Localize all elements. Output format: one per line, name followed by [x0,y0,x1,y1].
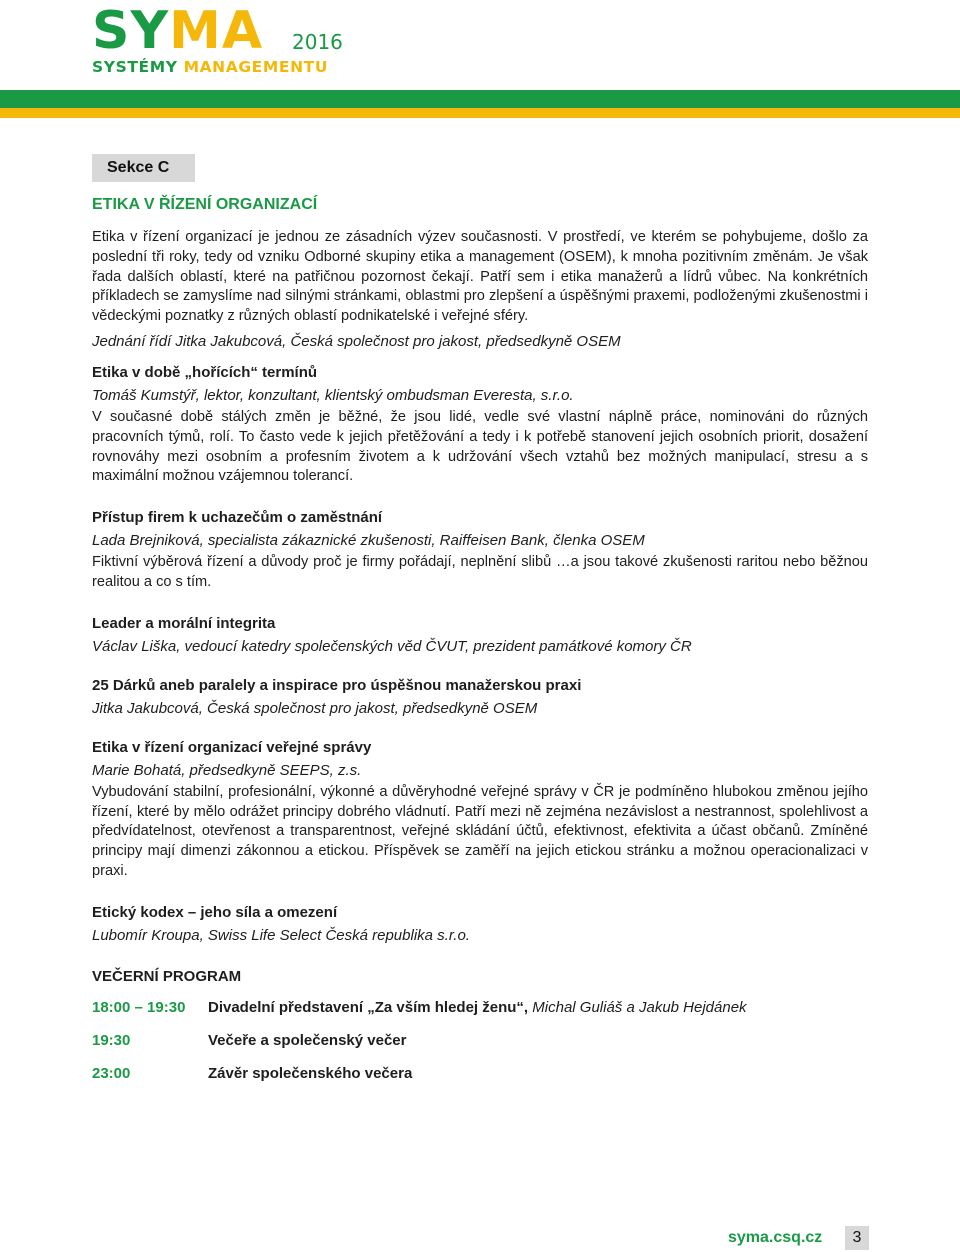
section-label: Sekce C [92,154,195,182]
main-content [92,154,868,1098]
talk-block-0 [92,364,868,487]
program-title: Závěr společenského večera [208,1064,413,1082]
logo-subtitle [92,58,328,76]
talk-block-3 [92,677,868,717]
program-row [92,1065,868,1082]
section-title: ETIKA V ŘÍZENÍ ORGANIZACÍ [92,196,318,213]
talk-speaker: Marie Bohatá, předsedkyně SEEPS, z.s. [92,761,362,779]
talk-title: Etický kodex – jeho síla a omezení [92,903,338,921]
talk-title: Etika v řízení organizací veřejné správy [92,738,372,756]
talk-abstract: Vybudování stabilní, profesionální, výkonné a důvěryhodné veřejné správy v ČR je podmíněno hlubokou změnou jejího řízení, které by mělo odrážet principy dobrého vládnutí. Patří mezi ně zejména nezávislost a nestrannost, spolehlivost a předvídatelnost, otevřenost a transparentnost, veřejné skládání účtů, efektivnost, efektivita a účast občanů. Zmíněné principy mají dimenzi zákonnou a etickou. Příspěvek se zaměří na jejich etickou stránku a možnou operacionalizaci v praxi. [92,783,868,879]
talk-speaker: Jitka Jakubcová, Česká společnost pro jakost, předsedkyně OSEM [92,699,538,717]
talk-block-4 [92,739,868,882]
talk-title: Etika v době „hořících“ termínů [92,363,318,381]
talk-block-5 [92,904,868,944]
page-header [0,0,960,118]
talk-title: 25 Dárků aneb paralely a inspirace pro úspěšnou manažerskou praxi [92,676,582,694]
program-time: 23:00 [92,1064,131,1082]
header-color-bar [0,90,960,118]
logo-sub-part2: MANAGEMENTU [183,58,329,76]
talk-speaker: Václav Liška, vedoucí katedry společenských věd ČVUT, prezident památkové komory ČR [92,637,692,655]
logo-year: 2016 [292,30,343,54]
footer-website-link[interactable]: syma.csq.cz [728,1229,823,1246]
program-time: 18:00 – 19:30 [92,998,186,1016]
program-title: Divadelní představení „Za vším hledej ženu“, [208,998,529,1016]
logo-part-ma: MA [169,1,264,61]
program-author: Michal Guliáš a Jakub Hejdánek [528,998,747,1016]
logo-sub-part1: SYSTÉMY [92,58,184,76]
page-number: 3 [845,1226,869,1250]
talk-block-1 [92,509,868,593]
program-time: 19:30 [92,1031,131,1049]
program-title: Večeře a společenský večer [208,1031,407,1049]
program-entry [208,999,747,1016]
talk-abstract: V současné době stálých změn je běžné, že jsou lidé, vedle své vlastní náplně práce, nominováni do různých pracovních týmů, rolí. To často vede k jejich přetěžování a tedy i k potřebě stanovení jejich osobních priorit, dosažení rovnováhy mezi osobním a profesním životem a k udržování všech vztahů bez možných manipulací, stresu a s maximální možnou vzájemnou tolerancí. [92,408,868,485]
program-row [92,999,868,1016]
evening-program [92,999,868,1082]
evening-program-title: VEČERNÍ PROGRAM [92,967,242,985]
talk-title: Leader a morální integrita [92,614,276,632]
talk-block-2 [92,615,868,655]
section-intro: Etika v řízení organizací je jednou ze zásadních výzev současnosti. V prostředí, ve kterém se pohybujeme, došlo za poslední tři roky, tedy od vzniku Odborné skupiny etika a management (OSEM), k mnoha pozitivním změnám. Je však řada dalších oblastí, které na patřičnou pozornost čekají. Patří sem i etika manažerů a lídrů vůbec. Na konkrétních příkladech se zamyslíme nad silnými stránkami, oblastmi pro zlepšení a úspěšnými praxemi, podloženými zkušenostmi i vědeckými poznatky z různých oblastí podnikatelské i veřejné sféry. [92,229,868,325]
session-chair: Jednání řídí Jitka Jakubcová, Česká společnost pro jakost, předsedkyně OSEM [92,332,621,350]
talk-speaker: Lubomír Kroupa, Swiss Life Select Česká republika s.r.o. [92,926,470,944]
talk-abstract: Fiktivní výběrová řízení a důvody proč je firmy pořádají, neplnění slibů …a jsou takové zkušenosti raritou nebo běžnou realitou a co s tím. [92,554,868,590]
program-row [92,1032,868,1049]
syma-logo[interactable] [92,1,343,76]
talk-speaker: Lada Brejniková, specialista zákaznické zkušenosti, Raiffeisen Bank, členka OSEM [92,532,645,550]
logo-part-sy: SY [92,1,170,61]
talk-speaker: Tomáš Kumstýř, lektor, konzultant, klientský ombudsman Everesta, s.r.o. [92,386,574,404]
talk-title: Přístup firem k uchazečům o zaměstnání [92,509,383,527]
header-bar-green [0,90,960,108]
header-bar-yellow [0,108,960,118]
